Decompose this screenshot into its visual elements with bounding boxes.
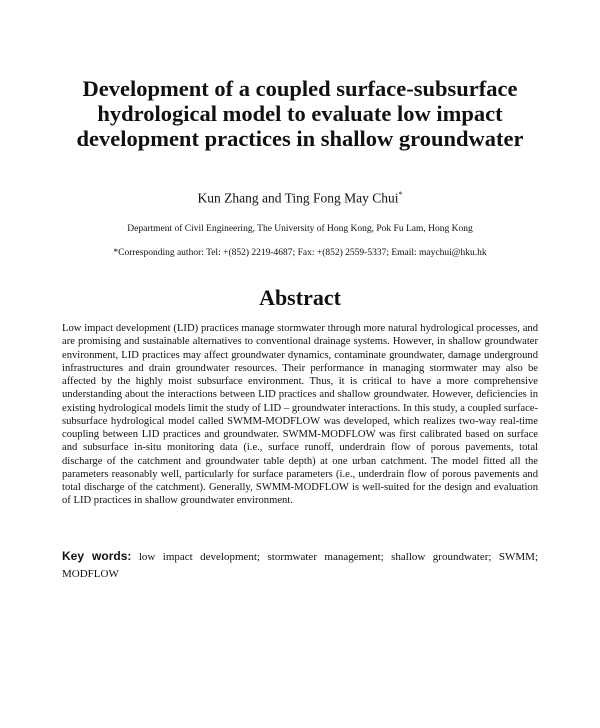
corresponding-author: *Corresponding author: Tel: +(852) 2219-4687; Fax: +(852) 2559-5337; Email: maychui@hku.hk [113,248,487,258]
keywords [62,548,538,583]
abstract-body: Low impact development (LID) practices manage stormwater through more natural hydrological processes, and are promising and sustainable alternatives to conventional drainage systems. However, in shallow groundwater environment, LID practices may affect groundwater dynamics, contaminate groundwater, damage underground infrastructures and drain groundwater resources. Their performance in managing stormwater may also be affected by the highly moist subsurface environment. Thus, it is critical to have a more comprehensive understanding about the interactions between LID practices and shallow groundwater. However, deficiencies in existing hydrological models limit the study of LID – groundwater interactions. In this study, a coupled surface-subsurface hydrological model called SWMM-MODFLOW was developed, which realizes two-way real-time coupling between LID practices and groundwater. SWMM-MODFLOW was first calibrated based on surface and subsurface in-situ monitoring data (i.e., surface runoff, underdrain flow of porous pavements, total discharge of the catchment and groundwater table depth) at one urban catchment. The model fitted all the parameters reasonably well, particularly for surface parameters (i.e., underdrain flow of porous pavements and total discharge of the catchment). Generally, SWMM-MODFLOW is well-suited for the design and evaluation of LID practices in shallow groundwater environment. [62,323,538,507]
keywords-label: Key words: [62,549,132,563]
author-line [0,190,600,207]
author-names: Kun Zhang and Ting Fong May Chui [197,190,399,206]
keywords-text: low impact development; stormwater management; shallow groundwater; SWMM; MODFLOW [62,551,539,580]
abstract-heading: Abstract [259,285,341,310]
affiliation: Department of Civil Engineering, The University of Hong Kong, Pok Fu Lam, Hong Kong [127,224,473,234]
corresponding-mark: * [398,190,403,199]
paper-title: Development of a coupled surface-subsurface hydrological model to evaluate low impact development practices in shallow groundwater [76,76,524,151]
